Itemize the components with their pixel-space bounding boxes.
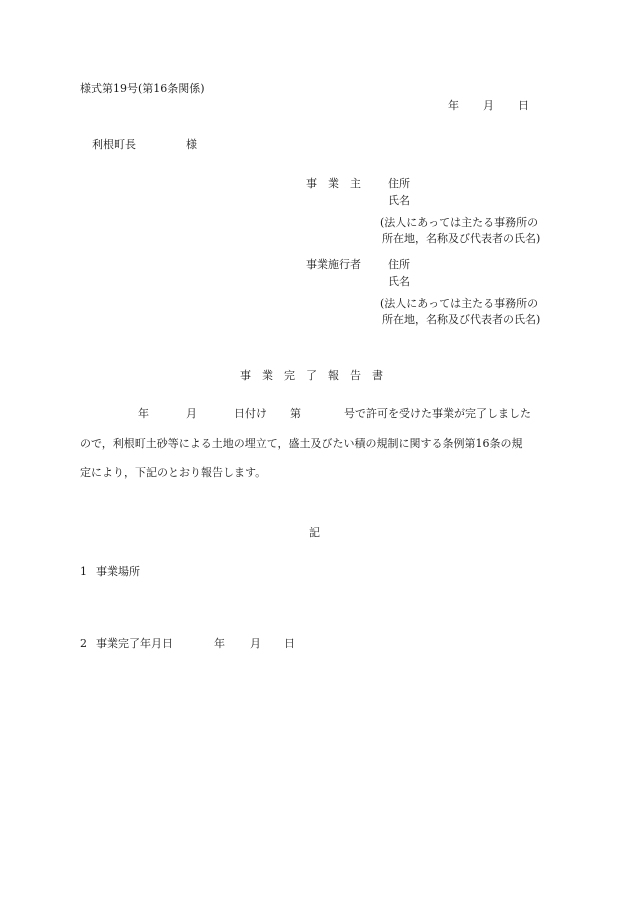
form-number: 様式第19号(第16条関係) [80, 82, 205, 95]
body-year: 年 [138, 407, 149, 420]
contractor-address-label: 住所 [388, 258, 410, 271]
business-owner-note-line1: (法人にあっては主たる事務所の [380, 216, 539, 229]
item-1-number: 1 [80, 565, 87, 578]
body-month: 月 [186, 407, 197, 420]
business-owner-label: 事 業 主 [306, 177, 361, 190]
contractor-label: 事業施行者 [306, 258, 361, 271]
ki-heading: 記 [309, 526, 320, 539]
addressee-name: 利根町長 [92, 138, 136, 151]
business-owner-address-label: 住所 [388, 177, 410, 190]
item-2-day: 日 [284, 637, 295, 650]
item-2-month: 月 [250, 637, 261, 650]
body-dated: 日付け [234, 407, 267, 420]
date-month: 月 [483, 99, 494, 112]
body-line2: ので，利根町土砂等による土地の埋立て，盛土及びたい積の規制に関する条例第16条の規 [80, 437, 523, 450]
body-line3: 定により，下記のとおり報告します。 [80, 466, 267, 479]
business-owner-note-line2: 所在地，名称及び代表者の氏名) [382, 232, 541, 245]
date-year: 年 [448, 99, 459, 112]
item-2-number: 2 [80, 637, 87, 650]
body-line1-rest: 号で許可を受けた事業が完了しました [344, 407, 531, 420]
item-2-year: 年 [214, 637, 225, 650]
item-1-label: 事業場所 [96, 565, 140, 578]
contractor-note-line1: (法人にあっては主たる事務所の [380, 297, 539, 310]
contractor-note-line2: 所在地，名称及び代表者の氏名) [382, 313, 541, 326]
item-2-label: 事業完了年月日 [96, 637, 173, 650]
addressee-honorific: 様 [186, 138, 197, 151]
document-title: 事 業 完 了 報 告 書 [240, 369, 383, 382]
contractor-name-label: 氏名 [388, 275, 410, 288]
body-no: 第 [290, 407, 301, 420]
date-day: 日 [518, 99, 529, 112]
business-owner-name-label: 氏名 [388, 194, 410, 207]
